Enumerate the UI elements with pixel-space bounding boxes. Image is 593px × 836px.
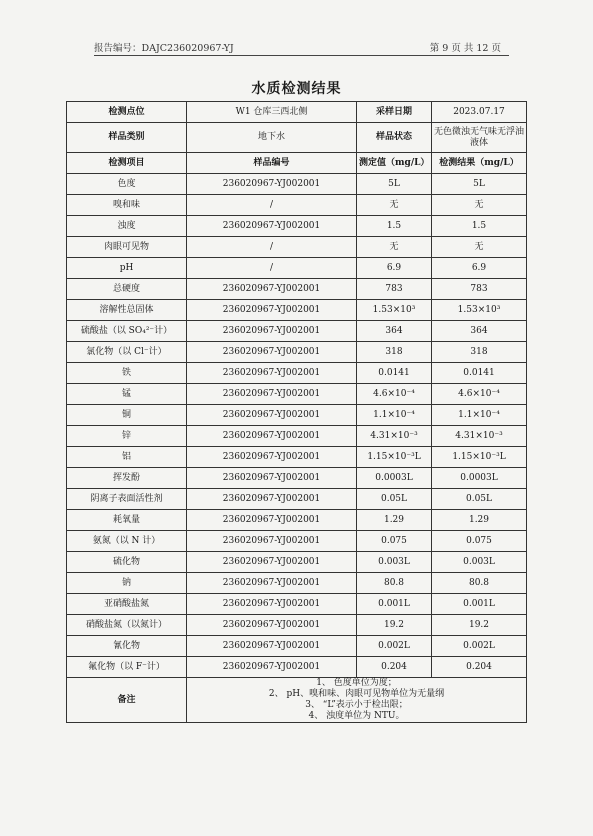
table-row <box>67 489 527 510</box>
row-sample-id: / <box>187 237 357 258</box>
row-sample-id: 236020967-YJ002001 <box>187 531 357 552</box>
row-measured-value: 无 <box>357 195 432 216</box>
row-sample-id: 236020967-YJ002001 <box>187 510 357 531</box>
notes-content <box>187 678 527 723</box>
col-header-sample: 样品编号 <box>187 153 357 174</box>
col-header-item: 检测项目 <box>67 153 187 174</box>
row-result-value: 0.05L <box>432 489 527 510</box>
type-label: 样品类别 <box>67 123 187 153</box>
table-row <box>67 300 527 321</box>
row-item: 亚硝酸盐氮 <box>67 594 187 615</box>
row-sample-id: 236020967-YJ002001 <box>187 447 357 468</box>
table-row <box>67 531 527 552</box>
row-result-value: 783 <box>432 279 527 300</box>
row-measured-value: 783 <box>357 279 432 300</box>
table-row <box>67 636 527 657</box>
row-measured-value: 1.5 <box>357 216 432 237</box>
table-row <box>67 615 527 636</box>
row-sample-id: 236020967-YJ002001 <box>187 657 357 678</box>
table-row <box>67 237 527 258</box>
row-sample-id: / <box>187 195 357 216</box>
row-item: 铜 <box>67 405 187 426</box>
row-result-value: 4.31×10⁻³ <box>432 426 527 447</box>
row-sample-id: 236020967-YJ002001 <box>187 321 357 342</box>
row-measured-value: 318 <box>357 342 432 363</box>
row-item: 挥发酚 <box>67 468 187 489</box>
table-row <box>67 573 527 594</box>
row-sample-id: 236020967-YJ002001 <box>187 384 357 405</box>
table-row <box>67 363 527 384</box>
row-item: 钠 <box>67 573 187 594</box>
row-sample-id: 236020967-YJ002001 <box>187 468 357 489</box>
row-item: 总硬度 <box>67 279 187 300</box>
notes-row <box>67 678 527 723</box>
row-result-value: 4.6×10⁻⁴ <box>432 384 527 405</box>
state-value: 无色微浊无气味无浮油液体 <box>432 123 527 153</box>
row-item: 阴离子表面活性剂 <box>67 489 187 510</box>
table-row <box>67 216 527 237</box>
row-measured-value: 1.53×10³ <box>357 300 432 321</box>
col-header-result: 检测结果（mg/L） <box>432 153 527 174</box>
row-sample-id: / <box>187 258 357 279</box>
row-sample-id: 236020967-YJ002001 <box>187 300 357 321</box>
row-sample-id: 236020967-YJ002001 <box>187 405 357 426</box>
row-measured-value: 无 <box>357 237 432 258</box>
table-row <box>67 321 527 342</box>
row-result-value: 364 <box>432 321 527 342</box>
row-sample-id: 236020967-YJ002001 <box>187 216 357 237</box>
table-row <box>67 468 527 489</box>
type-value: 地下水 <box>187 123 357 153</box>
row-measured-value: 0.0003L <box>357 468 432 489</box>
row-measured-value: 0.204 <box>357 657 432 678</box>
row-sample-id: 236020967-YJ002001 <box>187 573 357 594</box>
date-value: 2023.07.17 <box>432 102 527 123</box>
row-result-value: 19.2 <box>432 615 527 636</box>
row-result-value: 无 <box>432 237 527 258</box>
table-row <box>67 195 527 216</box>
row-result-value: 0.002L <box>432 636 527 657</box>
row-item: 硝酸盐氮（以氮计） <box>67 615 187 636</box>
row-item: 锰 <box>67 384 187 405</box>
note-line: 4、 浊度单位为 NTU。 <box>308 711 405 721</box>
row-item: 嗅和味 <box>67 195 187 216</box>
row-measured-value: 4.31×10⁻³ <box>357 426 432 447</box>
table-row <box>67 174 527 195</box>
page-title: 水质检测结果 <box>251 81 342 97</box>
row-measured-value: 80.8 <box>357 573 432 594</box>
row-measured-value: 19.2 <box>357 615 432 636</box>
row-item: 氰化物 <box>67 636 187 657</box>
row-measured-value: 0.001L <box>357 594 432 615</box>
row-result-value: 318 <box>432 342 527 363</box>
row-sample-id: 236020967-YJ002001 <box>187 174 357 195</box>
table-row <box>67 552 527 573</box>
row-result-value: 6.9 <box>432 258 527 279</box>
row-measured-value: 0.075 <box>357 531 432 552</box>
row-item: 硫酸盐（以 SO₄²⁻计） <box>67 321 187 342</box>
row-item: pH <box>67 258 187 279</box>
row-item: 溶解性总固体 <box>67 300 187 321</box>
row-item: 色度 <box>67 174 187 195</box>
report-number: 报告编号：DAJC236020967-YJ <box>94 43 234 54</box>
row-sample-id: 236020967-YJ002001 <box>187 615 357 636</box>
row-item: 耗氧量 <box>67 510 187 531</box>
row-measured-value: 5L <box>357 174 432 195</box>
site-value: W1 仓库三西北侧 <box>187 102 357 123</box>
row-measured-value: 6.9 <box>357 258 432 279</box>
row-sample-id: 236020967-YJ002001 <box>187 489 357 510</box>
row-result-value: 1.53×10³ <box>432 300 527 321</box>
col-header-measured: 测定值（mg/L） <box>357 153 432 174</box>
results-table <box>66 101 527 723</box>
row-measured-value: 0.05L <box>357 489 432 510</box>
column-header-row <box>67 153 527 174</box>
row-item: 铝 <box>67 447 187 468</box>
table-row <box>67 258 527 279</box>
row-result-value: 0.0141 <box>432 363 527 384</box>
row-item: 肉眼可见物 <box>67 237 187 258</box>
row-sample-id: 236020967-YJ002001 <box>187 342 357 363</box>
table-row <box>67 426 527 447</box>
row-result-value: 1.15×10⁻³L <box>432 447 527 468</box>
row-result-value: 0.001L <box>432 594 527 615</box>
notes-label: 备注 <box>67 678 187 723</box>
state-label: 样品状态 <box>357 123 432 153</box>
row-measured-value: 1.15×10⁻³L <box>357 447 432 468</box>
row-result-value: 1.5 <box>432 216 527 237</box>
note-line: 1、 色度单位为度； <box>316 678 397 688</box>
row-measured-value: 0.003L <box>357 552 432 573</box>
date-label: 采样日期 <box>357 102 432 123</box>
row-result-value: 0.0003L <box>432 468 527 489</box>
row-measured-value: 4.6×10⁻⁴ <box>357 384 432 405</box>
row-measured-value: 364 <box>357 321 432 342</box>
info-row-type <box>67 123 527 153</box>
row-item: 氟化物（以 F⁻计） <box>67 657 187 678</box>
row-item: 氨氮（以 N 计） <box>67 531 187 552</box>
table-row <box>67 405 527 426</box>
row-item: 硫化物 <box>67 552 187 573</box>
row-item: 铁 <box>67 363 187 384</box>
results-table-body <box>67 102 527 723</box>
row-result-value: 1.29 <box>432 510 527 531</box>
row-measured-value: 0.002L <box>357 636 432 657</box>
row-measured-value: 1.1×10⁻⁴ <box>357 405 432 426</box>
row-result-value: 0.204 <box>432 657 527 678</box>
note-line: 3、 “L”表示小于检出限； <box>305 700 408 710</box>
row-result-value: 5L <box>432 174 527 195</box>
row-result-value: 0.075 <box>432 531 527 552</box>
row-sample-id: 236020967-YJ002001 <box>187 552 357 573</box>
row-item: 锌 <box>67 426 187 447</box>
table-row <box>67 657 527 678</box>
info-row-site <box>67 102 527 123</box>
site-label: 检测点位 <box>67 102 187 123</box>
row-sample-id: 236020967-YJ002001 <box>187 363 357 384</box>
table-row <box>67 342 527 363</box>
row-result-value: 0.003L <box>432 552 527 573</box>
header-rule <box>94 55 509 56</box>
row-result-value: 无 <box>432 195 527 216</box>
table-row <box>67 279 527 300</box>
note-line: 2、 pH、嗅和味、肉眼可见物单位为无量纲 <box>268 689 445 699</box>
row-sample-id: 236020967-YJ002001 <box>187 426 357 447</box>
row-item: 氯化物（以 Cl⁻计） <box>67 342 187 363</box>
row-measured-value: 0.0141 <box>357 363 432 384</box>
row-sample-id: 236020967-YJ002001 <box>187 636 357 657</box>
row-item: 浊度 <box>67 216 187 237</box>
row-result-value: 80.8 <box>432 573 527 594</box>
table-row <box>67 447 527 468</box>
row-result-value: 1.1×10⁻⁴ <box>432 405 527 426</box>
page-number: 第 9 页 共 12 页 <box>429 43 501 54</box>
table-row <box>67 384 527 405</box>
row-sample-id: 236020967-YJ002001 <box>187 594 357 615</box>
table-row <box>67 510 527 531</box>
row-sample-id: 236020967-YJ002001 <box>187 279 357 300</box>
table-row <box>67 594 527 615</box>
row-measured-value: 1.29 <box>357 510 432 531</box>
